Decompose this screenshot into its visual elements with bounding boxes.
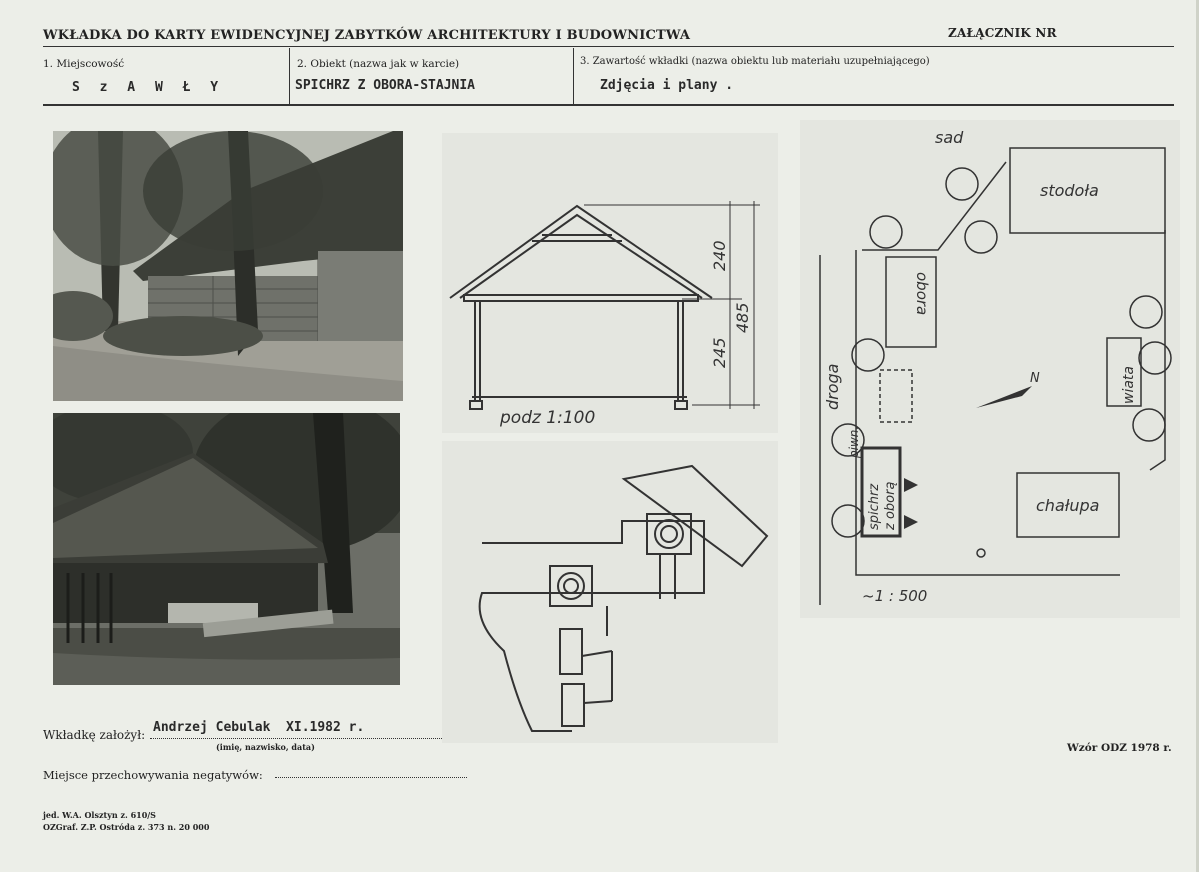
- barn-label: stodoła: [1040, 181, 1099, 200]
- founder-value: Andrzej Cebulak XI.1982 r.: [153, 720, 365, 735]
- print-info-line1: jed. W.A. Olsztyn z. 610/S: [43, 810, 156, 820]
- dim-lower-text: 245: [710, 337, 729, 368]
- object-value: SPICHRZ Z OBORA-STAJNIA: [295, 78, 476, 93]
- fields-bottom-rule: [43, 104, 1174, 106]
- field-divider-2: [573, 48, 574, 104]
- template-version: Wzór ODZ 1978 r.: [1067, 742, 1172, 754]
- granary-label-line2: z oborą: [883, 481, 898, 530]
- locality-value: S z A W Ł Y: [72, 80, 225, 95]
- site-plan-svg: [800, 120, 1180, 618]
- cowshed-label: obora: [913, 272, 931, 316]
- founder-line: [150, 738, 442, 739]
- road-label: droga: [823, 363, 842, 410]
- founder-hint: (imię, nazwisko, data): [216, 742, 315, 752]
- attachment-number-label: ZAŁĄCZNIK NR: [948, 26, 1057, 40]
- contents-value: Zdjęcia i plany .: [600, 78, 734, 93]
- cottage-label: chałupa: [1036, 496, 1100, 515]
- negatives-label: Miejsce przechowywania negatywów:: [43, 768, 263, 782]
- dim-total-text: 485: [733, 302, 752, 333]
- field-divider-1: [289, 48, 290, 104]
- dim-upper-text: 240: [710, 240, 729, 271]
- cellar-building: [880, 370, 912, 422]
- cross-section-svg: [442, 133, 778, 433]
- granary-label-line1: spichrz: [867, 483, 882, 530]
- locality-label: 1. Miejscowość: [43, 58, 125, 70]
- orchard-label: sad: [935, 128, 964, 147]
- card-title: WKŁADKA DO KARTY EWIDENCYJNEJ ZABYTKÓW ARCHITEKTURY I BUDOWNICTWA: [43, 28, 691, 43]
- cellar-label: piwn.: [847, 425, 861, 458]
- site-plan-scale: ~1 : 500: [862, 587, 928, 605]
- print-info-line2: OZGraf. Z.P. Ostróda z. 373 n. 20 000: [43, 822, 210, 832]
- site-plan-drawing: [800, 120, 1180, 618]
- photo-granary-front: [53, 131, 403, 401]
- header-rule: [43, 46, 1174, 47]
- object-label: 2. Obiekt (nazwa jak w karcie): [297, 58, 460, 70]
- photo-thatched-barn: [53, 413, 400, 685]
- shed-label: wiata: [1121, 366, 1137, 404]
- founder-label: Wkładkę założył:: [43, 728, 146, 742]
- contents-label: 3. Zawartość wkładki (nazwa obiektu lub materiału uzupełniającego): [580, 56, 930, 67]
- north-label: N: [1030, 371, 1040, 386]
- log-corner-detail-drawing: [442, 441, 778, 743]
- cross-section-drawing: [442, 133, 778, 433]
- negatives-line: [275, 777, 467, 778]
- section-scale-text: podz 1:100: [500, 408, 596, 428]
- log-corner-svg: [442, 441, 778, 743]
